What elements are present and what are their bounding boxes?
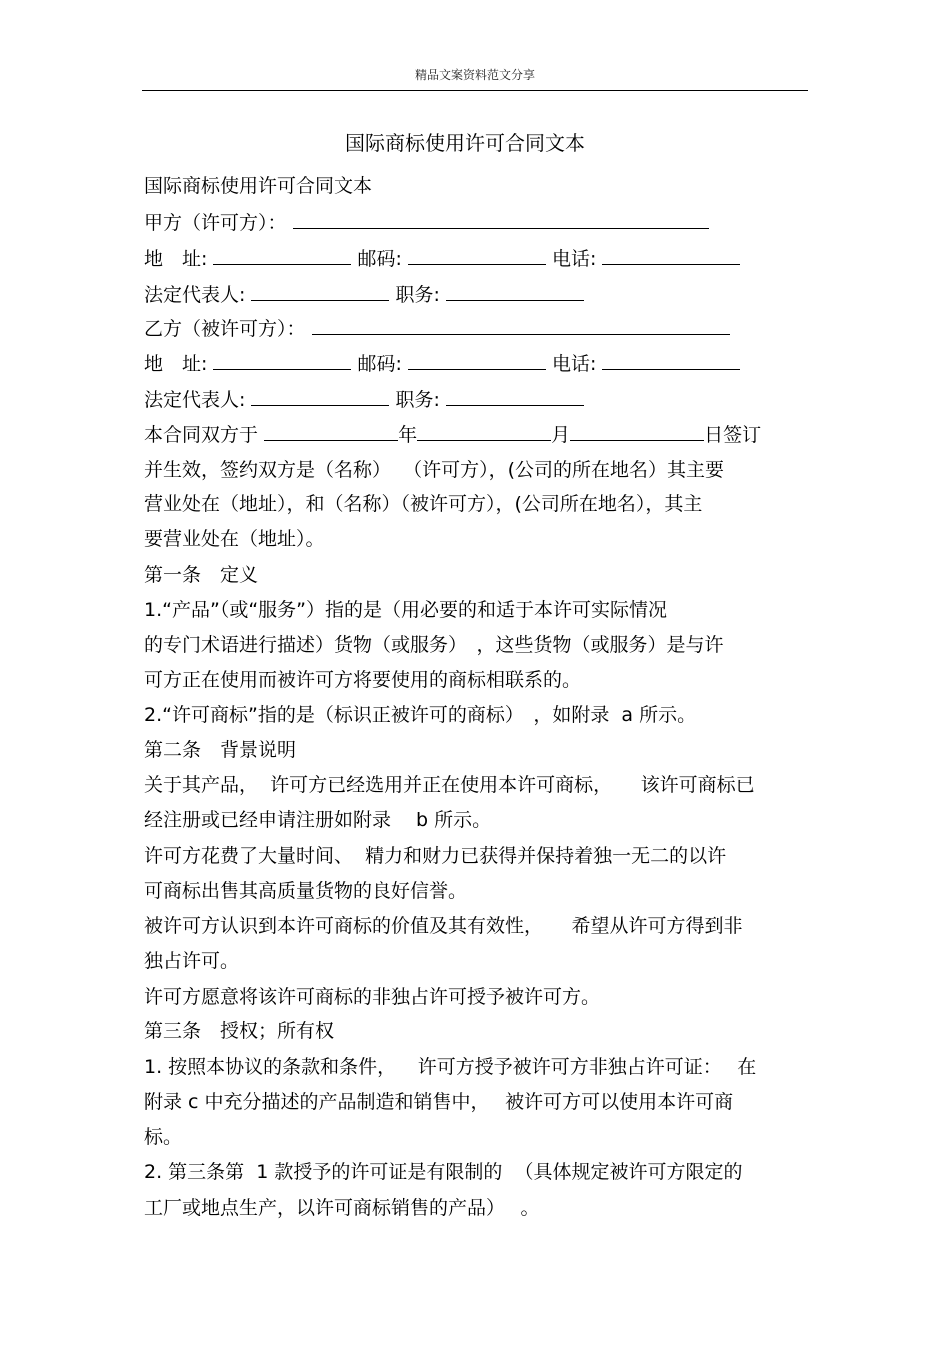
paragraph-line: 可商标出售其高质量货物的良好信誉。 <box>144 880 468 902</box>
paragraph-line: 的专门术语进行描述）货物（或服务） ，这些货物（或服务）是与许 <box>144 634 724 656</box>
paragraph-line: 附录 c 中充分描述的产品制造和销售中， 被许可方可以使用本许可商 <box>144 1091 734 1113</box>
paragraph-line: 经注册或已经申请注册如附录 b 所示。 <box>144 809 492 831</box>
postcode-label: 邮码: <box>357 248 402 270</box>
postcode-blank <box>408 351 546 370</box>
party-b-rep-line <box>144 387 584 412</box>
legal-rep-blank <box>251 282 389 301</box>
month-blank <box>417 422 551 441</box>
party-b-line <box>144 316 730 341</box>
paragraph-line: 关于其产品， 许可方已经选用并正在使用本许可商标， 该许可商标已 <box>144 774 755 796</box>
position-blank <box>446 282 584 301</box>
signing-date-line <box>144 422 761 447</box>
party-a-label: 甲方（许可方）： <box>144 212 287 234</box>
party-b-address-line <box>144 351 740 376</box>
subtitle: 国际商标使用许可合同文本 <box>144 175 373 197</box>
paragraph-line: 要营业处在（地址）。 <box>144 528 325 550</box>
paragraph-line: 许可方花费了大量时间、 精力和财力已获得并保持着独一无二的以许 <box>144 845 727 867</box>
article-heading: 第一条 定义 <box>144 564 259 586</box>
paragraph-line: 标。 <box>144 1126 183 1148</box>
day-blank <box>570 422 704 441</box>
position-label: 职务: <box>395 389 440 411</box>
paragraph-line: 并生效，签约双方是（名称） （许可方），(公司的所在地名）其主要 <box>144 459 724 481</box>
paragraph-line: 1.“产品”（或“服务”）指的是（用必要的和适于本许可实际情况 <box>144 599 668 621</box>
address-blank <box>213 351 351 370</box>
party-a-line <box>144 210 709 235</box>
phone-label: 电话: <box>552 353 597 375</box>
paragraph-line: 2. 第三条第 1 款授予的许可证是有限制的 （具体规定被许可方限定的 <box>144 1161 743 1183</box>
year-blank <box>264 422 398 441</box>
article-heading: 第三条 授权；所有权 <box>144 1020 335 1042</box>
phone-blank <box>602 351 740 370</box>
article-heading: 第二条 背景说明 <box>144 739 297 761</box>
header-text: 精品文案资料范文分享 <box>414 68 535 82</box>
address-blank <box>213 246 351 265</box>
legal-rep-label: 法定代表人: <box>144 284 246 306</box>
party-b-label: 乙方（被许可方）： <box>144 318 306 340</box>
postcode-label: 邮码: <box>357 353 402 375</box>
paragraph-line: 可方正在使用而被许可方将要使用的商标相联系的。 <box>144 669 582 691</box>
phone-label: 电话: <box>552 248 597 270</box>
legal-rep-blank <box>251 387 389 406</box>
postcode-blank <box>408 246 546 265</box>
party-a-rep-line <box>144 282 584 307</box>
year-label: 年 <box>398 424 418 446</box>
party-a-address-line <box>144 246 740 271</box>
paragraph-line: 独占许可。 <box>144 950 240 972</box>
day-label: 日签订 <box>704 424 762 446</box>
paragraph-line: 工厂或地点生产，以许可商标销售的产品） 。 <box>144 1197 540 1219</box>
address-label: 地 址: <box>144 353 208 375</box>
month-label: 月 <box>551 424 571 446</box>
paragraph-line: 被许可方认识到本许可商标的价值及其有效性， 希望从许可方得到非 <box>144 915 743 937</box>
legal-rep-label: 法定代表人: <box>144 389 246 411</box>
paragraph-line: 1. 按照本协议的条款和条件， 许可方授予被许可方非独占许可证： 在 <box>144 1056 757 1078</box>
position-blank <box>446 387 584 406</box>
address-label: 地 址: <box>144 248 208 270</box>
phone-blank <box>602 246 740 265</box>
position-label: 职务: <box>395 284 440 306</box>
signing-intro: 本合同双方于 <box>144 424 259 446</box>
paragraph-line: 营业处在（地址），和（名称）（被许可方），(公司所在地名），其主 <box>144 493 703 515</box>
party-a-blank <box>293 210 709 229</box>
paragraph-line: 2.“许可商标”指的是（标识正被许可的商标） ，如附录 a 所示。 <box>144 704 697 726</box>
party-b-blank <box>312 316 730 335</box>
document-title: 国际商标使用许可合同文本 <box>345 131 585 155</box>
header-rule <box>142 90 808 91</box>
paragraph-line: 许可方愿意将该许可商标的非独占许可授予被许可方。 <box>144 986 601 1008</box>
